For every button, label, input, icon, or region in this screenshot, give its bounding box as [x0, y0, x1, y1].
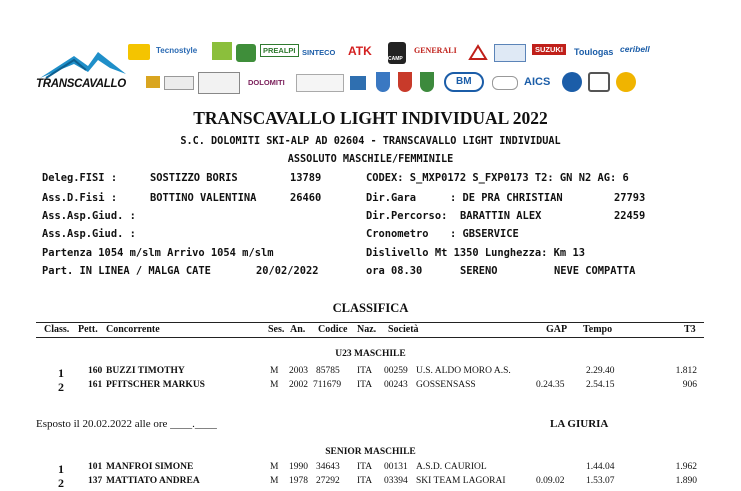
prealpi-logo: PREALPI — [260, 44, 299, 57]
olympic-logo — [492, 76, 518, 90]
coat-of-arms-1 — [376, 72, 390, 92]
sex: M — [270, 380, 279, 390]
col-pett: Pett. — [78, 324, 98, 335]
coni-logo — [562, 72, 582, 92]
nation: ITA — [357, 462, 373, 472]
crono-value: : GBSERVICE — [450, 228, 519, 240]
header-rule-bottom — [36, 337, 704, 338]
lupo-logo — [236, 44, 256, 62]
asp-giud-1: Ass.Asp.Giud. : — [42, 210, 136, 222]
nation: ITA — [357, 476, 373, 486]
race-category: ASSOLUTO MASCHILE/FEMMINILE — [287, 154, 454, 165]
regione-logo — [494, 44, 526, 62]
toulogas-logo: Toulogas — [574, 47, 614, 57]
ass-label: Ass.D.Fisi : — [42, 192, 118, 204]
coat-of-arms-2 — [398, 72, 412, 92]
col-ses: Ses. — [268, 324, 285, 335]
partenza: Partenza 1054 m/slm Arrivo 1054 m/slm — [42, 247, 274, 259]
col-tempo: Tempo — [583, 324, 613, 335]
t3-points: 906 — [682, 380, 697, 390]
emblem-logo — [616, 72, 636, 92]
tecnostyle-logo: Tecnostyle — [156, 46, 198, 55]
fisi-code: 27292 — [316, 476, 340, 486]
athlete-name: MANFROI SIMONE — [106, 462, 194, 472]
fisi-logo — [588, 72, 610, 92]
rank: 1 — [58, 462, 64, 476]
time: 2.54.15 — [586, 380, 615, 390]
dirgara-code: 27793 — [614, 192, 646, 204]
deleg-code: 13789 — [290, 172, 322, 184]
esposto-note: Esposto il 20.02.2022 alle ore ____.____ — [36, 418, 217, 430]
athlete-name: BUZZI TIMOTHY — [106, 366, 185, 376]
club-code: 00259 — [384, 366, 408, 376]
col-naz: Naz. — [357, 324, 377, 335]
partenza-tipo: Part. IN LINEA / MALGA CATE — [42, 265, 211, 277]
club-name: U.S. ALDO MORO A.S. — [416, 366, 511, 376]
nation: ITA — [357, 366, 373, 376]
athlete-name: PFITSCHER MARKUS — [106, 380, 205, 390]
dirperc-name: BARATTIN ALEX — [460, 210, 542, 222]
rank: 2 — [58, 476, 64, 490]
t3-points: 1.812 — [675, 366, 697, 376]
club-code: 00243 — [384, 380, 408, 390]
sponsor-badge-4 — [296, 74, 344, 92]
time: 1.44.04 — [586, 462, 615, 472]
crono-label: Cronometro — [366, 228, 429, 240]
page-title: TRANSCAVALLO LIGHT INDIVIDUAL 2022 — [193, 108, 548, 128]
header-rule-top — [36, 322, 704, 323]
sex: M — [270, 476, 279, 486]
dislivello: Dislivello Mt 1350 Lunghezza: Km 13 — [366, 247, 585, 259]
birth-year: 1978 — [289, 476, 308, 486]
club-name: A.S.D. CAURIOL — [416, 462, 487, 472]
section-title-senior: SENIOR MASCHILE — [325, 447, 416, 457]
bib: 137 — [88, 476, 103, 486]
giuria-signature: LA GIURIA — [550, 418, 609, 430]
bib: 161 — [88, 380, 103, 390]
rank: 2 — [58, 380, 64, 394]
dolomiti-logo: DOLOMITI — [248, 78, 285, 87]
sponsor-badge-1 — [146, 76, 160, 88]
club-code: 00131 — [384, 462, 408, 472]
sponsor-badge-2 — [164, 76, 194, 90]
asp-giud-2: Ass.Asp.Giud. : — [42, 228, 136, 240]
gap: 0.24.35 — [536, 380, 565, 390]
sinteco-logo: SINTECO — [302, 48, 336, 57]
time: 1.53.07 — [586, 476, 615, 486]
sex: M — [270, 462, 279, 472]
col-t3: T3 — [684, 324, 696, 335]
bm-logo: BM — [444, 72, 484, 92]
fisi-code: 711679 — [313, 380, 342, 390]
col-codice: Codice — [318, 324, 348, 335]
start-time: ora 08.30 — [366, 265, 423, 277]
col-societa: Società — [388, 324, 419, 335]
sponsor-badge-5 — [350, 76, 366, 90]
bib: 101 — [88, 462, 103, 472]
sponsor-badge-3 — [198, 72, 240, 94]
birth-year: 2002 — [289, 380, 308, 390]
atk-logo: ATK — [348, 44, 372, 58]
triangle-icon — [468, 44, 488, 60]
race-date: 20/02/2022 — [256, 265, 319, 277]
coat-of-arms-3 — [420, 72, 434, 92]
ass-name: BOTTINO VALENTINA — [150, 192, 257, 204]
mountain-emblem-logo — [468, 44, 488, 60]
mountain-logo-icon — [36, 50, 128, 80]
race-subtitle: S.C. DOLOMITI SKI-ALP AD 02604 - TRANSCAVALLO LIGHT INDIVIDUAL — [180, 136, 561, 147]
col-class: Class. — [44, 324, 70, 335]
t3-points: 1.890 — [675, 476, 697, 486]
ceribell-logo: ceribell — [620, 44, 650, 54]
ass-code: 26460 — [290, 192, 322, 204]
fisi-code: 34643 — [316, 462, 340, 472]
time: 2.29.40 — [586, 366, 615, 376]
deleg-label: Deleg.FISI : — [42, 172, 118, 184]
weather: SERENO — [460, 265, 498, 277]
zeta-logo — [212, 42, 232, 60]
col-an: An. — [290, 324, 306, 335]
club-code: 03394 — [384, 476, 408, 486]
fischer-logo — [128, 44, 150, 60]
athlete-name: MATTIATO ANDREA — [106, 476, 200, 486]
gap: 0.09.02 — [536, 476, 565, 486]
deleg-name: SOSTIZZO BORIS — [150, 172, 238, 184]
birth-year: 1990 — [289, 462, 308, 472]
club-name: SKI TEAM LAGORAI — [416, 476, 506, 486]
bib: 160 — [88, 366, 103, 376]
camp-logo: CAMP — [388, 42, 406, 64]
section-title-u23: U23 MASCHILE — [335, 349, 406, 359]
col-concorrente: Concorrente — [106, 324, 160, 335]
snow: NEVE COMPATTA — [554, 265, 636, 277]
dirperc-label: Dir.Percorso: — [366, 210, 448, 222]
suzuki-logo: SUZUKI — [532, 44, 566, 55]
codex: CODEX: S_MXP0172 S_FXP0173 T2: GN N2 AG: 6 — [366, 172, 629, 184]
col-gap: GAP — [546, 324, 568, 335]
dirgara-label: Dir.Gara — [366, 192, 417, 204]
fisi-code: 85785 — [316, 366, 340, 376]
brand-name: TRANSCAVALLO — [36, 78, 126, 90]
dirperc-code: 22459 — [614, 210, 646, 222]
nation: ITA — [357, 380, 373, 390]
birth-year: 2003 — [289, 366, 308, 376]
dirgara-name: : DE PRA CHRISTIAN — [450, 192, 563, 204]
sex: M — [270, 366, 279, 376]
classifica-heading: CLASSIFICA — [332, 301, 409, 315]
t3-points: 1.962 — [675, 462, 697, 472]
generali-logo: GENERALI — [414, 46, 457, 55]
rank: 1 — [58, 366, 64, 380]
aics-logo: AICS — [524, 76, 551, 88]
club-name: GOSSENSASS — [416, 380, 476, 390]
transcavallo-logo — [36, 50, 128, 94]
